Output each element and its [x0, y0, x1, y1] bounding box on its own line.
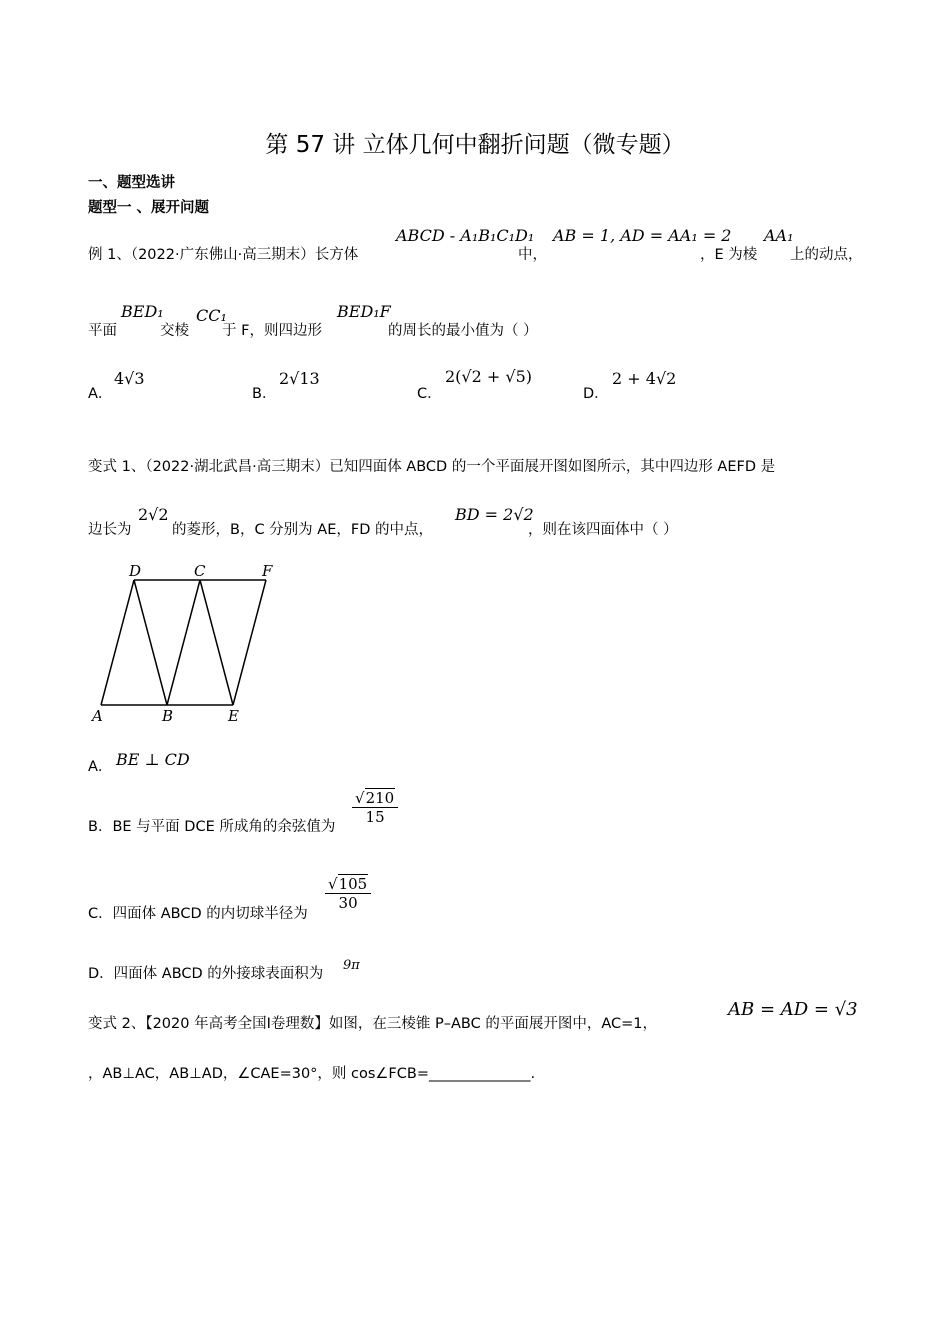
- variant1-bd: BD = 2√2: [455, 505, 534, 524]
- question-type-heading: 题型一 、展开问题: [88, 200, 210, 216]
- variant1-option-c-label: C．四面体 ABCD 的内切球半径为: [88, 906, 308, 922]
- example1-line2-d: 的周长的最小值为（ ）: [388, 323, 538, 339]
- example1-box: ABCD - A₁B₁C₁D₁: [396, 226, 535, 245]
- variant1-l2c: ，则在该四面体中（ ）: [528, 522, 678, 538]
- variant2-equation: AB = AD = √3: [728, 999, 858, 1020]
- variant1-option-c-fraction: $\frac{√105}{30}$: [325, 875, 371, 912]
- variant1-option-d-value: 9π: [343, 958, 360, 973]
- edge-EF: [233, 580, 266, 705]
- variant1-option-d-label: D．四面体 ABCD 的外接球表面积为: [88, 966, 324, 982]
- example1-line2-b: 交棱: [160, 323, 189, 339]
- option-b-value: 2√13: [279, 369, 320, 388]
- option-b-denominator: 15: [365, 808, 385, 826]
- label-A: A: [92, 707, 103, 725]
- example1-line2-c: 于 F，则四边形: [222, 323, 322, 339]
- edge-AD: [101, 580, 134, 705]
- example1-line2-a: 平面: [88, 323, 117, 339]
- option-c-denominator: 30: [338, 894, 358, 912]
- edge-DB: [134, 580, 167, 705]
- edge-CE: [200, 580, 233, 705]
- option-d-label: D．: [583, 386, 609, 402]
- variant1-l2a: 边长为: [88, 522, 132, 538]
- variant1-line1: 变式 1、（2022·湖北武昌·高三期末）已知四面体 ABCD 的一个平面展开图如图所示，其中四边形 AEFD 是: [88, 459, 776, 475]
- variant1-option-b-label: B．BE 与平面 DCE 所成角的余弦值为: [88, 819, 336, 835]
- example1-lead: 例 1、（2022·广东佛山·高三期末）长方体: [88, 247, 359, 263]
- label-D: D: [129, 562, 142, 580]
- page-title: 第 57 讲 立体几何中翻折问题（微专题）: [265, 132, 685, 158]
- option-b-label: B．: [252, 386, 277, 402]
- label-B: B: [162, 707, 174, 725]
- option-c-value: 2(√2 + √5): [445, 367, 532, 386]
- option-a-label: A．: [88, 386, 113, 402]
- example1-tail: 上的动点，: [790, 247, 863, 263]
- label-C: C: [194, 562, 206, 580]
- example1-quad: BED₁F: [337, 302, 391, 321]
- net-diagram: [88, 560, 288, 728]
- label-F: F: [262, 562, 273, 580]
- example1-edge2: CC₁: [196, 306, 227, 325]
- variant1-option-b-fraction: $\frac{√210}{15}$: [352, 789, 398, 826]
- variant2-line2: ，AB⊥AC，AB⊥AD，∠CAE=30°，则 cos∠FCB=______________.: [88, 1066, 536, 1082]
- example1-edge: AA₁: [764, 226, 794, 245]
- example1-mid: 中，: [518, 247, 547, 263]
- option-c-label: C．: [417, 386, 442, 402]
- edge-BC: [167, 580, 200, 705]
- option-a-value: 4√3: [114, 369, 145, 388]
- variant1-option-a-label: A．: [88, 759, 113, 775]
- example1-condition: AB = 1, AD = AA₁ = 2: [553, 226, 732, 245]
- example1-e-part: ，E 为棱: [700, 247, 758, 263]
- example1-plane: BED₁: [121, 302, 164, 321]
- option-b-numerator: 210: [365, 789, 395, 807]
- section-heading: 一、题型选讲: [88, 175, 175, 191]
- option-c-numerator: 105: [338, 875, 368, 893]
- variant1-l2b: 的菱形，B，C 分别为 AE，FD 的中点，: [172, 522, 433, 538]
- label-E: E: [228, 707, 239, 725]
- variant2-line1: 变式 2、【2020 年高考全国Ⅰ卷理数】如图，在三棱锥 P–ABC 的平面展开图中，AC=1，: [88, 1016, 657, 1032]
- variant1-side: 2√2: [138, 505, 169, 524]
- option-d-value: 2 + 4√2: [612, 369, 677, 388]
- variant1-option-a: BE ⊥ CD: [116, 750, 190, 769]
